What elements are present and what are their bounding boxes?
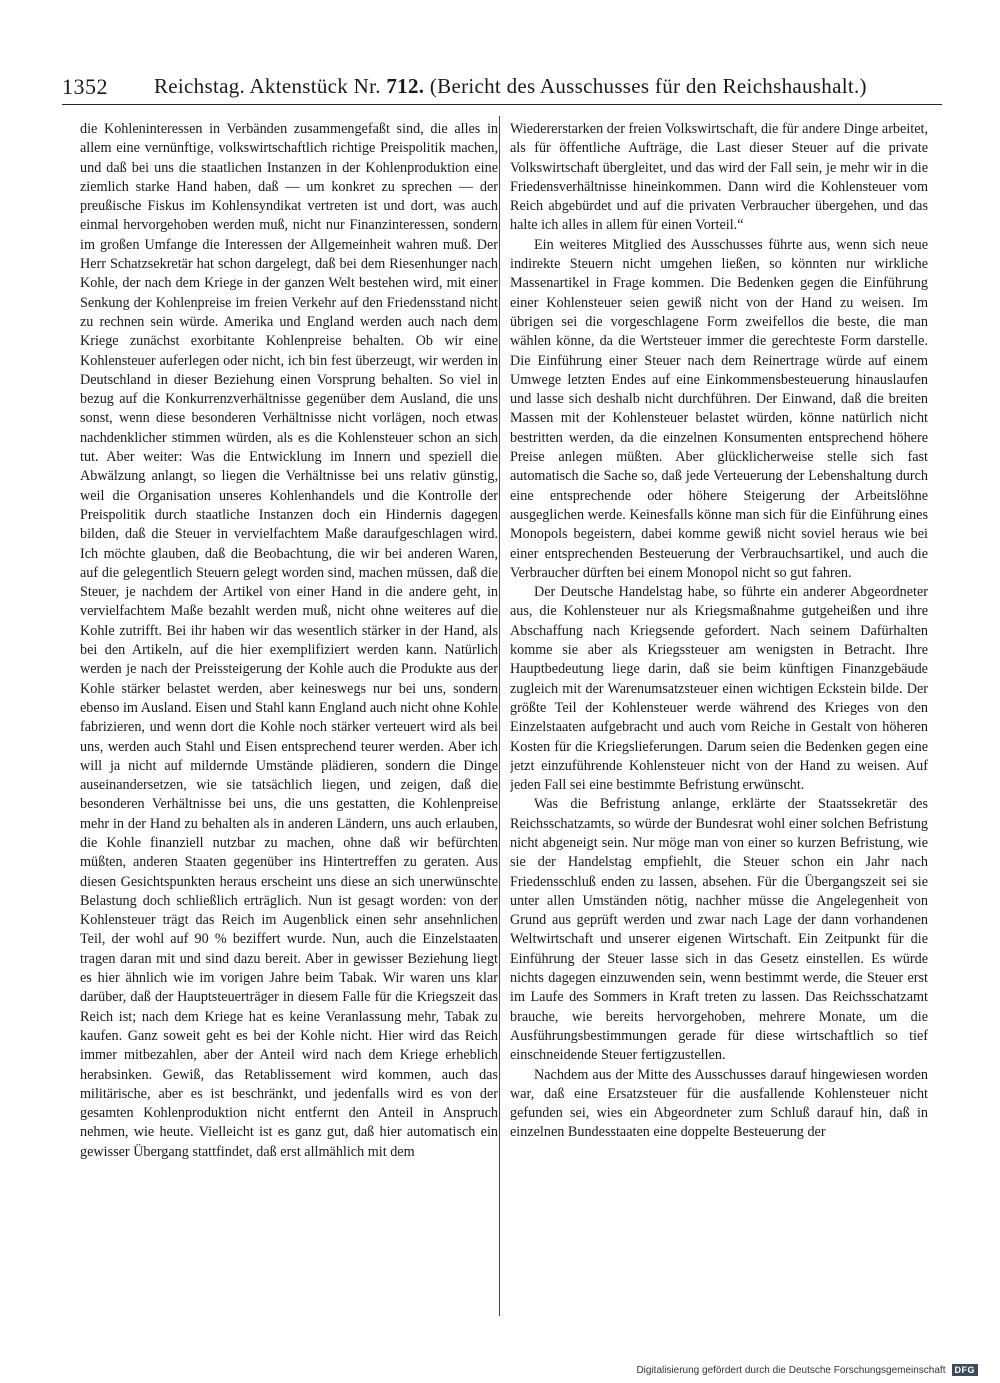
page-number: 1352 (62, 74, 108, 99)
dfg-logo-icon: DFG (952, 1364, 979, 1376)
left-column (80, 120, 498, 1310)
footer (636, 1364, 978, 1376)
running-head-pre: Reichstag. Aktenstück Nr. (154, 74, 387, 98)
paragraph: Wiedererstarken der freien Volkswirtschaft, die für andere Dinge arbeitet, als für öffentliche Aufträge, die Last dieser Steuer auf die private Volkswirtschaft übergleitet, und das wird der Fall sein, je mehr wir in die Friedensverhältnisse hineinkommen. Dann wird die Kohlensteuer vom Reich abgebürdet und auf die privaten Verbraucher übergehen, und das halte ich alles in allem für einen Vorteil.“ (510, 121, 928, 234)
column-divider (499, 116, 500, 1316)
paragraph: Was die Befristung anlange, erklärte der Staatssekretär des Reichsschatzamts, so würde der Bundesrat wohl einer solchen Befristung nicht abgeneigt sein. Nur möge man von einer so kurzen Befristung, wie sie der Handelstag empfiehlt, die Steuer schon ein Jahr nach Friedensschluß enden zu lassen, absehen. Für die Übergangszeit sei sie unter allen Umständen nötig, nachher müsse die Angelegenheit von Grund aus geprüft werden und zwar nach Lage der dann vorhandenen Weltwirtschaft und unserer eigenen Wirtschaft. Ein Zeitpunkt für die Einführung der Steuer lasse sich in das Gesetz einstellen. Es würde nichts dagegen einzuwenden sein, wenn bestimmt werde, die Steuer erst im Laufe des Sommers in Kraft treten zu lassen. Das Reichsschatzamt brauche, wie bereits hervorgehoben, mehrere Monate, um die Ausführungsbestimmungen gerade für diese wirtschaftlich so tief einschneidende Steuer fertigzustellen. (510, 796, 928, 1064)
right-column (510, 120, 928, 1310)
paragraph: Nachdem aus der Mitte des Ausschusses darauf hingewiesen worden war, daß eine Ersatzsteuer für die ausfallende Kohlensteuer nicht gefunden sei, wies ein Abgeordneter zum Schluß darauf hin, daß in einzelnen Bundesstaaten eine doppelte Besteuerung der (510, 1066, 928, 1141)
footer-credit: Digitalisierung gefördert durch die Deutsche Forschungsgemeinschaft (636, 1364, 946, 1376)
running-head (154, 74, 944, 99)
paragraph: die Kohleninteressen in Verbänden zusammengefaßt sind, die alles in allem eine vernünftige, volkswirtschaftlich richtige Preispolitik machen, und daß bei uns die staatlichen Instanzen in der Kohlenproduktion eine ziemlich starke Hand haben, daß — um konkret zu sprechen — der preußische Fiskus im Kohlensyndikat vertreten ist und dort, was auch einmal hervorgehoben werden muß, nicht nur Finanzinteressen, sondern im großen Umfange die Interessen der Allgemeinheit wahren muß. Der Herr Schatzsekretär hat schon dargelegt, daß bei dem Riesenhunger nach Kohle, der nach dem Kriege in der ganzen Welt bestehen wird, mit einer Senkung der Kohlenpreise im freien Verkehr auf den Friedensstand nicht zu rechnen sein würde. Amerika und England werden auch nach dem Kriege zunächst exorbitante Kohlenpreise behalten. Ob wir eine Kohlensteuer auferlegen oder nicht, ich bin fest überzeugt, wir werden in Deutschland in dieser Beziehung einen Vorsprung behalten. So viel in bezug auf die Konkurrenzverhältnisse gegenüber dem Ausland, die uns sonst, wenn diese besonderen Verhältnisse nicht vorlägen, noch etwas nachdenklicher stimmen würden, als es die Kohlensteuer schon an sich tut. Aber weiter: Was die Entwicklung im Innern und speziell die Abwälzung anlangt, so liegen die Verhältnisse bei uns relativ günstig, weil die Organisation unseres Kohlenhandels und die Kontrolle der Preispolitik durch staatliche Instanzen doch ein Hindernis dagegen bilden, daß die Steuer in vervielfachtem Maße daraufgeschlagen wird. Ich möchte glauben, daß die Beobachtung, die wir bei anderen Waren, auf die gelegentlich Steuern gelegt worden sind, machen müssen, daß die Steuer, je nachdem der Artikel von einer Hand in die andere geht, in vervielfachtem Maße bezahlt werden muß, nicht ohne weiteres auf die Kohle zutrifft. Bei ihr haben wir das wesentlich stärker in der Hand, als bei den Artikeln, auf die hier exemplifiziert werden kann. Natürlich werden je nach der Preissteigerung der Kohle auch die Produkte aus der Kohle stärker belastet werden, aber keineswegs nur bei uns, sondern ebenso im Ausland. Eisen und Stahl kann England auch nicht ohne Kohle fabrizieren, und wenn dort die Kohle noch stärker verteuert wird als bei uns, werden auch Stahl und Eisen entsprechend teurer werden. Aber ich will ja nicht auf mildernde Umstände plädieren, sondern die Dinge auseinandersetzen, wie sie tatsächlich liegen, und zeigen, daß die besonderen Verhältnisse bei uns, die uns gestatten, die Kohlenpreise mehr in der Hand zu behalten als in anderen Ländern, uns auch erlauben, die Kohle finanziell nutzbar zu machen, ohne daß wir befürchten müßten, anderen Staaten gegenüber ins Hintertreffen zu geraten. Aus diesen Gesichtspunkten heraus erscheint uns diese an sich unerwünschte Belastung doch schließlich erträglich. Nun ist gesagt worden: von der Kohlensteuer trägt das Reich im Augenblick einen sehr ansehnlichen Teil, der wohl auf 90 % beziffert wurde. Nun, auch die Einzelstaaten tragen daran mit und sind dazu bereit. Aber in gewisser Beziehung liegt es hier ähnlich wie im vorigen Jahre beim Tabak. Wir waren uns klar darüber, daß der Hauptsteuerträger in diesem Falle für die Kriegszeit das Reich ist; nach dem Kriege hat es keine Veranlassung mehr, Tabak zu kaufen. Ganz soweit geht es bei der Kohle nicht. Hier wird das Reich immer mitbezahlen, aber der Anteil wird nach dem Kriege erheblich herabsinken. Gewiß, das Retablissement wird kommen, auch das militärische, aber es ist beschränkt, und jedenfalls wird es von der gesamten Kohlenproduktion nicht entfernt den Anteil in Anspruch nehmen, wie heute. Vielleicht ist es ganz gut, daß hier automatisch ein gewisser Übergang stattfindet, daß erst allmählich mit dem (80, 121, 498, 1160)
paragraph: Ein weiteres Mitglied des Ausschusses führte aus, wenn sich neue indirekte Steuern nicht umgehen ließen, so könnten nur wirkliche Massenartikel in Frage kommen. Die Bedenken gegen die Einführung einer Kohlensteuer seien gewiß nicht von der Hand zu weisen. Im übrigen sei die vorgeschlagene Form zweifellos die beste, die man wählen könne, da die Wertsteuer immer die gerechteste Form darstelle. Die Einführung einer Steuer nach dem Reinertrage würde auf einem Umwege letzten Endes auf eine Einkommensbesteuerung hinauslaufen und lasse sich deshalb nicht durchführen. Der Einwand, daß die breiten Massen mit der Kohlensteuer belastet würden, könne natürlich nicht bestritten werden, da die einzelnen Konsumenten entsprechend höhere Preise anlegen müßten. Aber glücklicherweise stelle sich fast automatisch die Sache so, daß jede Verteuerung der Lebenshaltung durch eine entsprechende oder höhere Steigerung der Arbeitslöhne ausgeglichen werde. Keinesfalls könne man sich für die Einführung eines Monopols begeistern, dabei komme gewiß nicht soviel heraus wie bei einer entsprechenden Besteuerung der Verbrauchsartikel, und auch die Verbraucher dürften bei einem Monopol nicht so gut fahren. (510, 236, 928, 581)
page-header (62, 70, 942, 105)
document-number: 712. (386, 74, 425, 98)
running-head-post: (Bericht des Ausschusses für den Reichshaushalt.) (424, 74, 867, 98)
paragraph: Der Deutsche Handelstag habe, so führte ein anderer Abgeordneter aus, die Kohlensteuer nur als Kriegsmaßnahme gutgeheißen und ihre Abschaffung nach Kriegsende gefordert. Nach seinem Dafürhalten komme sie aber als Kriegssteuer am wenigsten in Betracht. Ihre Hauptbedeutung liege darin, daß sie beim künftigen Finanzgebäude zugleich mit der Warenumsatzsteuer einen wichtigen Eckstein bilde. Der größte Teil der Kohlensteuer werde während des Krieges von den Einzelstaaten aufgebracht und auch vom Reiche in Gestalt von höheren Kosten für die Kriegslieferungen. Darum seien die Bedenken gegen eine jetzt einzuführende Kohlensteuer nicht von der Hand zu weisen. Auf jeden Fall sei eine bestimmte Befristung erwünscht. (510, 584, 928, 794)
